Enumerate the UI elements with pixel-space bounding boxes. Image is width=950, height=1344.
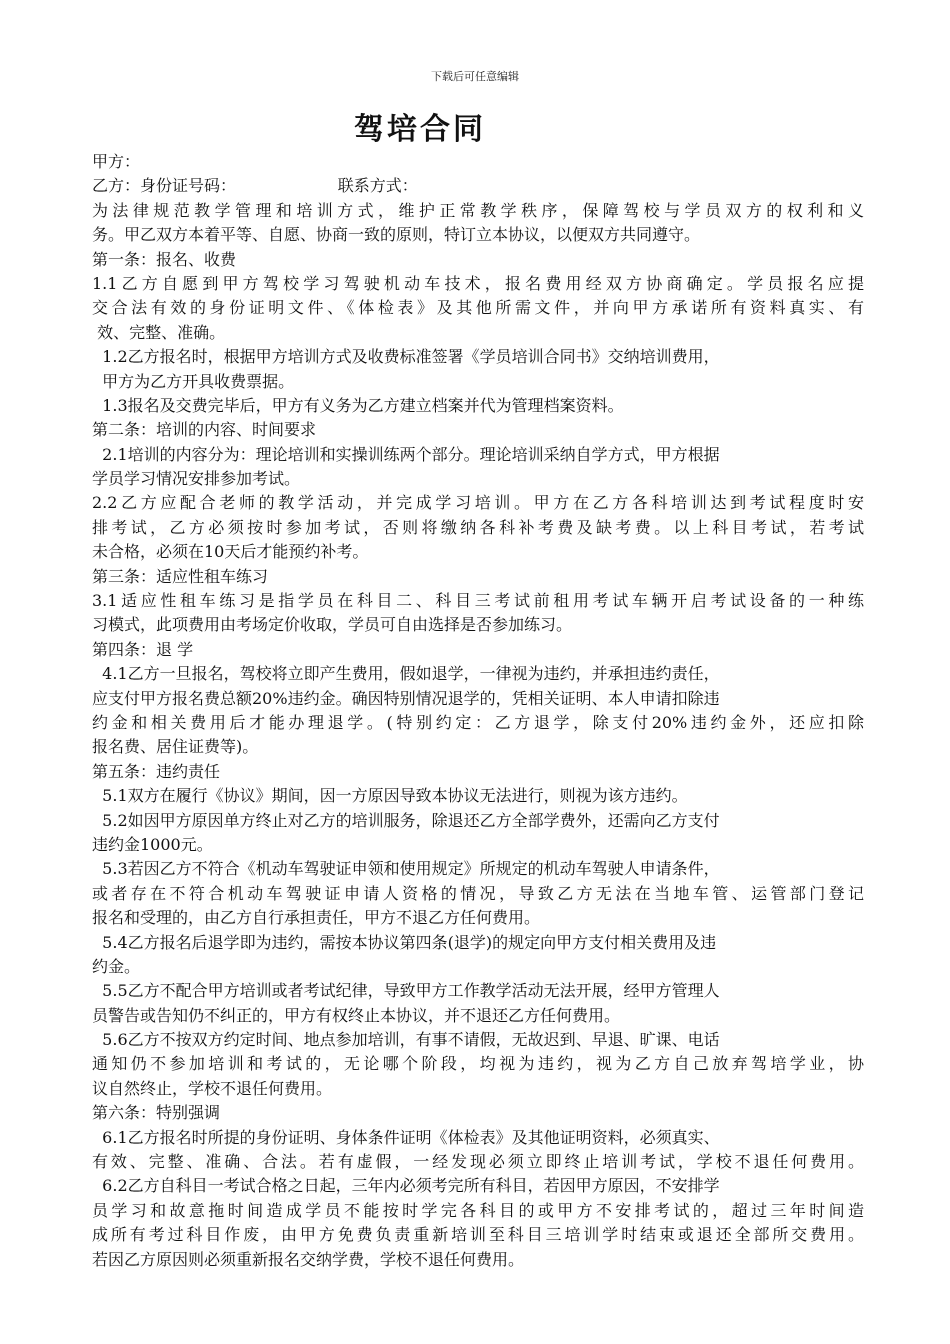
text-line: 2.2乙方应配合老师的教学活动，并完成学习培训。甲方在乙方各科培训达到考试程度时安	[92, 493, 864, 513]
text-line: 2.1培训的内容分为：理论培训和实操训练两个部分。理论培训采纳自学方式，甲方根据	[92, 444, 720, 464]
header-note: 下载后可任意编辑	[431, 70, 519, 83]
text-line: 约金。	[92, 956, 141, 976]
text-line: 员学习和故意拖时间造成学员不能按时学完各科目的或甲方不安排考试的，超过三年时间造	[92, 1200, 864, 1220]
text-line: 员警告或告知仍不纠正的，甲方有权终止本协议，并不退还乙方任何费用。	[92, 1005, 621, 1025]
text-line: 有效、完整、准确、合法。若有虚假，一经发现必须立即终止培训考试，学校不退任何费用。	[92, 1152, 864, 1172]
text-line: 4.1乙方一旦报名，驾校将立即产生费用，假如退学，一律视为违约，并承担违约责任，	[92, 664, 720, 684]
text-line: 报名费、居住证费等)。	[92, 737, 259, 757]
text-line: 交合法有效的身份证明文件、《体检表》及其他所需文件，并向甲方承诺所有资料真实、有	[92, 298, 864, 318]
text-line: 或者存在不符合机动车驾驶证申请人资格的情况，导致乙方无法在当地车管、运管部门登记	[92, 883, 864, 903]
text-line: 为法律规范教学管理和培训方式，维护正常教学秩序，保障驾校与学员双方的权利和义	[92, 200, 864, 220]
text-line: 5.3若因乙方不符合《机动车驾驶证申领和使用规定》所规定的机动车驾驶人申请条件，	[92, 859, 720, 879]
text-line: 学员学习情况安排参加考试。	[92, 469, 301, 489]
text-line: 5.4乙方报名后退学即为违约，需按本协议第四条(退学)的规定向甲方支付相关费用及违	[92, 932, 717, 952]
text-line: 报名和受理的，由乙方自行承担责任，甲方不退乙方任何费用。	[92, 908, 541, 928]
contract-body	[92, 150, 864, 1272]
text-line: 第一条：报名、收费	[92, 249, 237, 269]
document-title: 驾培合同	[354, 112, 486, 147]
text-line: 第六条：特别强调	[92, 1103, 221, 1123]
text-line: 第四条：退 学	[92, 639, 194, 659]
text-line: 1.3报名及交费完毕后，甲方有义务为乙方建立档案并代为管理档案资料。	[92, 395, 624, 415]
text-line: 甲方：	[92, 152, 141, 171]
text-line: 约金和相关费用后才能办理退学。(特别约定：乙方退学，除支付20%违约金外，还应扣除	[92, 712, 864, 732]
text-line: 乙方：身份证号码： 联系方式：	[92, 176, 418, 196]
text-line: 5.6乙方不按双方约定时间、地点参加培训，有事不请假，无故迟到、早退、旷课、电话	[92, 1030, 720, 1050]
text-line: 若因乙方原因则必须重新报名交纳学费，学校不退任何费用。	[92, 1249, 525, 1269]
text-line: 议自然终止，学校不退任何费用。	[92, 1078, 333, 1098]
text-line: 1.1乙方自愿到甲方驾校学习驾驶机动车技术，报名费用经双方协商确定。学员报名应提	[92, 273, 864, 293]
text-line: 应支付甲方报名费总额20%违约金。确因特别情况退学的，凭相关证明、本人申请扣除违	[92, 688, 720, 708]
text-line: 习模式，此项费用由考场定价收取，学员可自由选择是否参加练习。	[92, 615, 573, 635]
text-line: 第五条：违约责任	[92, 761, 221, 781]
text-line: 甲方为乙方开具收费票据。	[92, 371, 295, 391]
text-line: 排考试，乙方必须按时参加考试，否则将缴纳各科补考费及缺考费。以上科目考试，若考试	[92, 517, 864, 537]
text-line: 通知仍不参加培训和考试的，无论哪个阶段，均视为违约，视为乙方自己放弃驾培学业，协	[92, 1054, 864, 1074]
text-line: 务。甲乙双方本着平等、自愿、协商一致的原则，特订立本协议，以便双方共同遵守。	[92, 225, 701, 245]
text-line: 1.2乙方报名时，根据甲方培训方式及收费标准签署《学员培训合同书》交纳培训费用，	[92, 347, 720, 367]
text-line: 效、完整、准确。	[92, 322, 226, 342]
text-line: 5.1双方在履行《协议》期间，因一方原因导致本协议无法进行，则视为该方违约。	[92, 786, 688, 806]
text-line: 6.1乙方报名时所提的身份证明、身体条件证明《体检表》及其他证明资料，必须真实、	[92, 1127, 720, 1147]
text-line: 5.5乙方不配合甲方培训或者考试纪律，导致甲方工作教学活动无法开展，经甲方管理人	[92, 981, 720, 1001]
text-line: 违约金1000元。	[92, 834, 213, 854]
text-line: 成所有考过科目作废，由甲方免费负责重新培训至科目三培训学时结束或退还全部所交费用。	[92, 1225, 864, 1245]
text-line: 3.1适应性租车练习是指学员在科目二、科目三考试前租用考试车辆开启考试设备的一种练	[92, 591, 864, 611]
text-line: 未合格，必须在10天后才能预约补考。	[92, 542, 369, 562]
text-line: 5.2如因甲方原因单方终止对乙方的培训服务，除退还乙方全部学费外，还需向乙方支付	[92, 810, 720, 830]
text-line: 第二条：培训的内容、时间要求	[92, 420, 317, 440]
text-line: 第三条：适应性租车练习	[92, 566, 269, 586]
text-line: 6.2乙方自科目一考试合格之日起，三年内必须考完所有科目，若因甲方原因，不安排学	[92, 1176, 720, 1196]
